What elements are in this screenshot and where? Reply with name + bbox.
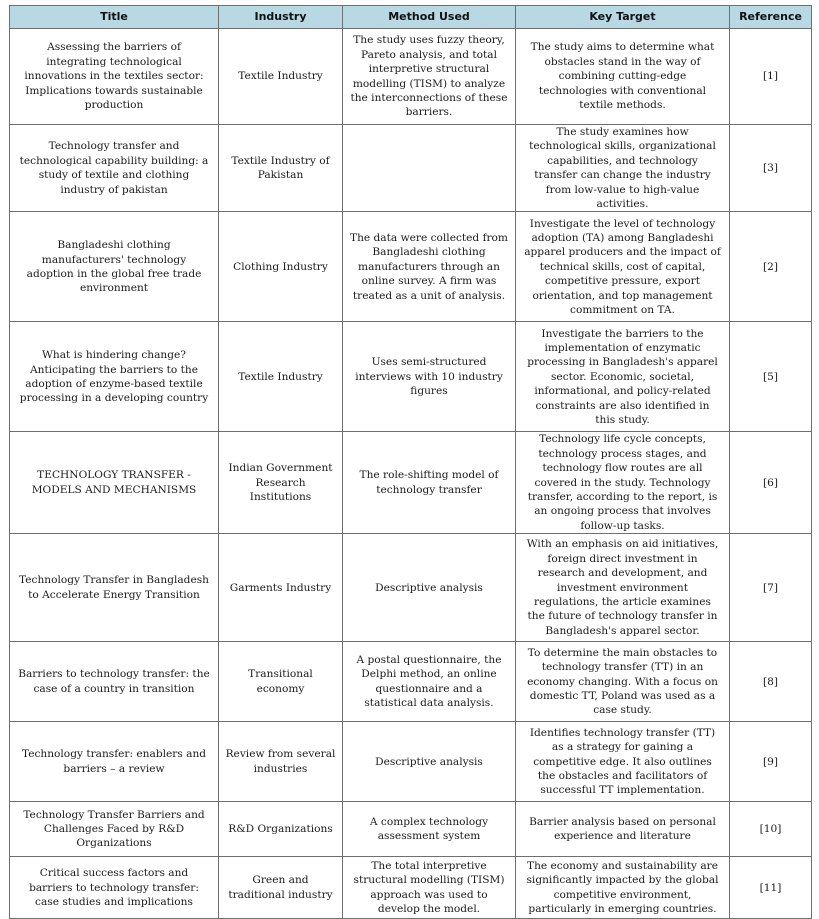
cell-reference: [3] xyxy=(730,125,812,212)
cell-title: Critical success factors and barriers to technology transfer: case studies and implications xyxy=(10,857,219,919)
cell-industry: Textile Industry xyxy=(219,29,343,125)
cell-industry: Textile Industry of Pakistan xyxy=(219,125,343,212)
cell-key-target: Investigate the level of technology adoption (TA) among Bangladeshi apparel producers and the impact of technical skills, cost of capital, competitive pressure, export orientation, and top management commitment on TA. xyxy=(516,212,730,322)
cell-key-target: Identifies technology transfer (TT) as a strategy for gaining a competitive edge. It also outlines the obstacles and facilitators of successful TT implementation. xyxy=(516,722,730,802)
table-row xyxy=(10,802,812,857)
cell-method: A postal questionnaire, the Delphi method, an online questionnaire and a statistical data analysis. xyxy=(343,642,516,722)
cell-reference: [11] xyxy=(730,857,812,919)
cell-title: Technology transfer and technological capability building: a study of textile and clothing industry of pakistan xyxy=(10,125,219,212)
cell-reference: [7] xyxy=(730,534,812,642)
cell-title: Technology Transfer in Bangladesh to Accelerate Energy Transition xyxy=(10,534,219,642)
cell-method: Descriptive analysis xyxy=(343,534,516,642)
cell-key-target: Investigate the barriers to the implementation of enzymatic processing in Bangladesh's apparel sector. Economic, societal, informational, and policy-related constraints are also identified in this study. xyxy=(516,322,730,432)
table-row xyxy=(10,642,812,722)
cell-reference: [2] xyxy=(730,212,812,322)
cell-key-target: To determine the main obstacles to technology transfer (TT) in an economy changing. With a focus on domestic TT, Poland was used as a case study. xyxy=(516,642,730,722)
cell-industry: Clothing Industry xyxy=(219,212,343,322)
cell-reference: [1] xyxy=(730,29,812,125)
header-title: Title xyxy=(10,6,219,29)
cell-reference: [10] xyxy=(730,802,812,857)
cell-key-target: Technology life cycle concepts, technology process stages, and technology flow routes are all covered in the study. Technology transfer, according to the report, is an ongoing process that involves follow-up tasks. xyxy=(516,432,730,534)
cell-method: A complex technology assessment system xyxy=(343,802,516,857)
cell-industry: R&D Organizations xyxy=(219,802,343,857)
cell-method: The study uses fuzzy theory, Pareto analysis, and total interpretive structural modelling (TISM) to analyze the interconnections of these barriers. xyxy=(343,29,516,125)
header-key-target: Key Target xyxy=(516,6,730,29)
table-row xyxy=(10,857,812,919)
cell-reference: [5] xyxy=(730,322,812,432)
cell-method: Descriptive analysis xyxy=(343,722,516,802)
cell-reference: [6] xyxy=(730,432,812,534)
cell-method xyxy=(343,125,516,212)
table-row xyxy=(10,29,812,125)
table-row xyxy=(10,722,812,802)
table-row xyxy=(10,212,812,322)
cell-method: The role-shifting model of technology transfer xyxy=(343,432,516,534)
cell-key-target: With an emphasis on aid initiatives, foreign direct investment in research and development, and investment environment regulations, the article examines the future of technology transfer in Bangladesh's apparel sector. xyxy=(516,534,730,642)
table-row xyxy=(10,322,812,432)
cell-title: Bangladeshi clothing manufacturers' technology adoption in the global free trade environment xyxy=(10,212,219,322)
cell-industry: Indian Government Research Institutions xyxy=(219,432,343,534)
cell-industry: Review from several industries xyxy=(219,722,343,802)
cell-title: Barriers to technology transfer: the case of a country in transition xyxy=(10,642,219,722)
cell-title: What is hindering change? Anticipating the barriers to the adoption of enzyme-based textile processing in a developing country xyxy=(10,322,219,432)
table-header-row xyxy=(10,6,812,29)
cell-industry: Garments Industry xyxy=(219,534,343,642)
cell-title: Technology transfer: enablers and barriers – a review xyxy=(10,722,219,802)
table-row xyxy=(10,534,812,642)
cell-method: The data were collected from Bangladeshi clothing manufacturers through an online survey. A firm was treated as a unit of analysis. xyxy=(343,212,516,322)
header-reference: Reference xyxy=(730,6,812,29)
cell-industry: Green and traditional industry xyxy=(219,857,343,919)
cell-title: TECHNOLOGY TRANSFER - MODELS AND MECHANISMS xyxy=(10,432,219,534)
cell-method: The total interpretive structural modelling (TISM) approach was used to develop the model. xyxy=(343,857,516,919)
table-row xyxy=(10,125,812,212)
cell-reference: [8] xyxy=(730,642,812,722)
literature-review-table xyxy=(9,5,812,919)
cell-industry: Transitional economy xyxy=(219,642,343,722)
header-method-used: Method Used xyxy=(343,6,516,29)
cell-method: Uses semi-structured interviews with 10 industry figures xyxy=(343,322,516,432)
cell-key-target: The study examines how technological skills, organizational capabilities, and technology transfer can change the industry from low-value to high-value activities. xyxy=(516,125,730,212)
cell-title: Technology Transfer Barriers and Challenges Faced by R&D Organizations xyxy=(10,802,219,857)
cell-reference: [9] xyxy=(730,722,812,802)
cell-key-target: Barrier analysis based on personal experience and literature xyxy=(516,802,730,857)
table-row xyxy=(10,432,812,534)
cell-key-target: The economy and sustainability are significantly impacted by the global competitive environment, particularly in emerging countries. xyxy=(516,857,730,919)
header-industry: Industry xyxy=(219,6,343,29)
cell-title: Assessing the barriers of integrating technological innovations in the textiles sector: Implications towards sustainable production xyxy=(10,29,219,125)
cell-key-target: The study aims to determine what obstacles stand in the way of combining cutting-edge technologies with conventional textile methods. xyxy=(516,29,730,125)
cell-industry: Textile Industry xyxy=(219,322,343,432)
